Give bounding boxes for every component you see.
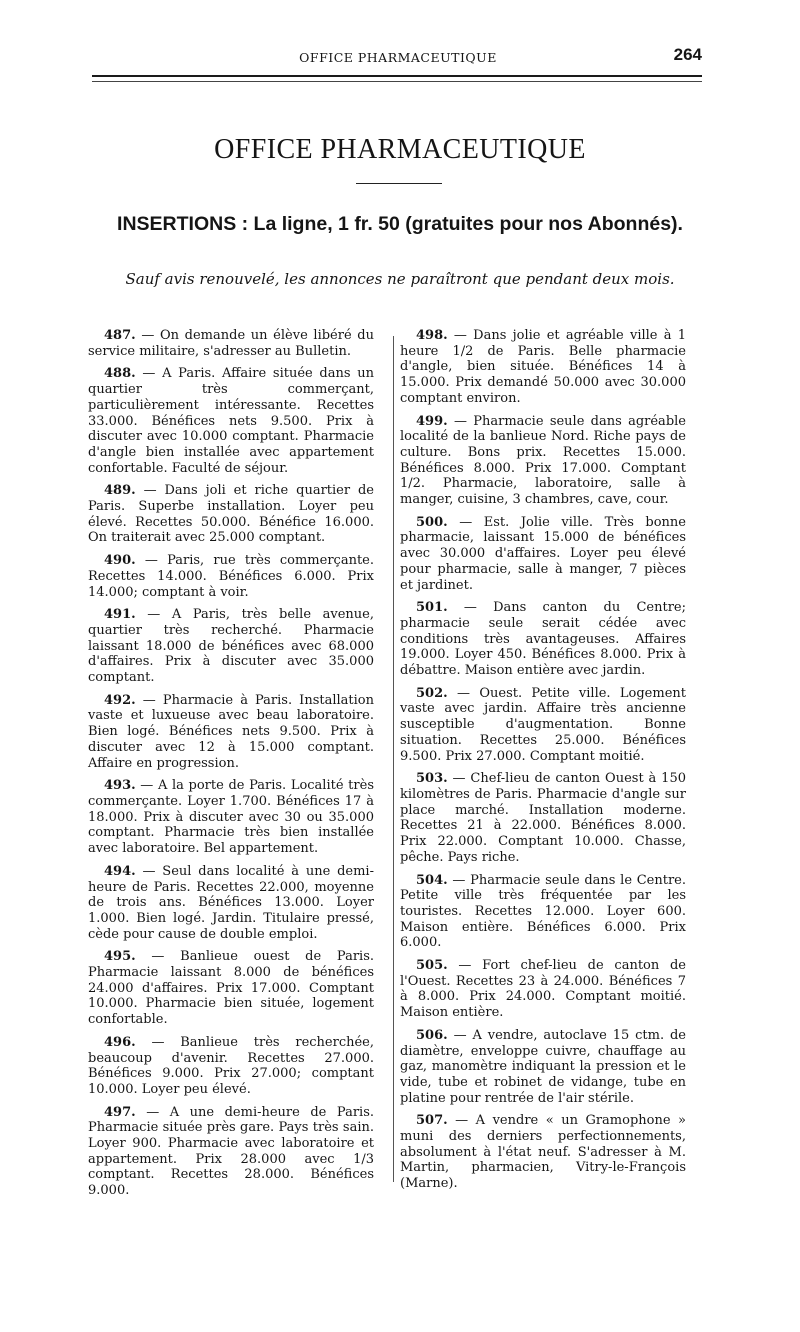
classified-ad xyxy=(400,873,686,952)
classified-ad xyxy=(88,553,374,600)
running-title: OFFICE PHARMACEUTIQUE xyxy=(299,50,497,65)
ad-text: — On demande un élève libéré du service militaire, s'adresser au Bulletin. xyxy=(88,328,374,359)
classified-ad xyxy=(88,864,374,943)
ad-number: 507. xyxy=(416,1113,448,1129)
ad-text: — Dans canton du Centre; pharmacie seule serait cédée avec conditions très avantageuses. Affaires 19.000. Loyer 450. Bénéfices 8.000. Prix à débattre. Maison entière avec jardin. xyxy=(400,600,686,679)
page-number: 264 xyxy=(673,45,702,64)
ad-text: — Pharmacie seule dans agréable localité de la banlieue Nord. Riche pays de culture. Bons prix. Recettes 15.000. Bénéfices 8.000. Prix 17.000. Comptant 1/2. Pharmacie, laboratoire, salle à manger, cuisine, 3 chambres, cave, cour. xyxy=(400,413,686,508)
classified-ad xyxy=(88,366,374,476)
ad-number: 493. xyxy=(104,778,136,794)
ad-text: — Banlieue très recherchée, beaucoup d'avenir. Recettes 27.000. Bénéfices 9.000. Prix 27.000; comptant 10.000. Loyer peu élevé. xyxy=(88,1034,374,1097)
ad-number: 501. xyxy=(416,600,448,616)
ad-number: 498. xyxy=(416,328,448,343)
ad-number: 496. xyxy=(104,1034,136,1050)
ad-number: 500. xyxy=(416,514,448,530)
page-title: OFFICE PHARMACEUTIQUE xyxy=(214,134,586,165)
ad-text: — Banlieue ouest de Paris. Pharmacie laissant 8.000 de bénéfices 24.000 d'affaires. Prix 17.000. Comptant 10.000. Pharmacie bien située, logement confortable. xyxy=(88,949,374,1028)
classified-ad xyxy=(400,515,686,594)
ad-text: — Dans joli et riche quartier de Paris. Superbe installation. Loyer peu élevé. Recettes 50.000. Bénéfice 16.000. On traiterait avec 25.000 comptant. xyxy=(88,483,374,546)
ad-number: 506. xyxy=(416,1027,448,1043)
ad-text: — A vendre « un Gramophone » muni des derniers perfectionnements, absolument à l'état neuf. S'adresser à M. Martin, pharmacien, Vitry-le-François (Marne). xyxy=(400,1113,686,1192)
ad-number: 495. xyxy=(104,949,136,965)
right-column xyxy=(400,328,686,1199)
ad-number: 487. xyxy=(104,328,136,343)
notice: Sauf avis renouvelé, les annonces ne paraîtront que pendant deux mois. xyxy=(125,270,675,288)
classified-ad xyxy=(400,686,686,765)
ad-text: — Dans jolie et agréable ville à 1 heure 1/2 de Paris. Belle pharmacie d'angle, bien située. Bénéfices 14 à 15.000. Prix demandé 50.000 avec 30.000 comptant environ. xyxy=(400,328,686,406)
ad-number: 503. xyxy=(416,771,448,787)
classified-ad xyxy=(400,1113,686,1192)
ad-text: — Paris, rue très commerçante. Recettes 14.000. Bénéfices 6.000. Prix 14.000; comptant à voir. xyxy=(88,553,374,600)
ad-number: 488. xyxy=(104,366,136,382)
ad-text: — A la porte de Paris. Localité très commerçante. Loyer 1.700. Bénéfices 17 à 18.000. Prix à discuter avec 30 ou 35.000 comptant. Pharmacie très bien installée avec laboratoire. Bel appartement. xyxy=(88,778,374,857)
classified-ad xyxy=(88,1035,374,1098)
ad-text: — Fort chef-lieu de canton de l'Ouest. Recettes 23 à 24.000. Bénéfices 7 à 8.000. Prix 24.000. Comptant moitié. Maison entière. xyxy=(400,958,686,1021)
ad-text: — A Paris. Affaire située dans un quartier très commerçant, particulièrement intéressante. Recettes 33.000. Bénéfices nets 9.500. Prix à discuter avec 10.000 comptant. Pharmacie d'angle bien installée avec appartement confortable. Faculté de séjour. xyxy=(88,366,374,476)
classified-ad xyxy=(88,949,374,1028)
ad-text: — Seul dans localité à une demi-heure de Paris. Recettes 22.000, moyenne de trois ans. Bénéfices 13.000. Loyer 1.000. Bien logé. Jardin. Titulaire pressé, cède pour cause de double emploi. xyxy=(88,863,374,942)
column-divider xyxy=(393,336,394,1182)
classified-ad xyxy=(400,414,686,508)
ad-number: 494. xyxy=(104,863,136,879)
ad-text: — Est. Jolie ville. Très bonne pharmacie, laissant 15.000 de bénéfices avec 30.000 d'affaires. Loyer peu élevé pour pharmacie, salle à manger, 7 pièces et jardinet. xyxy=(400,514,686,593)
classified-ad xyxy=(88,778,374,857)
header-rule-thin xyxy=(92,81,702,82)
ad-text: — Pharmacie à Paris. Installation vaste et luxueuse avec beau laboratoire. Bien logé. Bénéfices nets 9.500. Prix à discuter avec 12 à 15.000 comptant. Affaire en progression. xyxy=(88,692,374,771)
ad-number: 491. xyxy=(104,607,136,623)
classified-ad xyxy=(88,328,374,359)
ad-number: 504. xyxy=(416,872,448,888)
ad-number: 505. xyxy=(416,958,448,974)
classified-ad xyxy=(88,607,374,686)
left-column xyxy=(88,328,374,1206)
ad-number: 489. xyxy=(104,483,136,499)
classified-ad xyxy=(88,693,374,772)
classified-ad xyxy=(88,1105,374,1199)
running-header xyxy=(92,44,704,74)
ad-number: 499. xyxy=(416,413,448,429)
classified-ad xyxy=(400,600,686,679)
ad-text: — A une demi-heure de Paris. Pharmacie située près gare. Pays très sain. Loyer 900. Pharmacie avec laboratoire et appartement. Prix 28.000 avec 1/3 comptant. Recettes 28.000. Bénéfices 9.000. xyxy=(88,1104,374,1199)
ad-text: — Ouest. Petite ville. Logement vaste avec jardin. Affaire très ancienne susceptible d'augmentation. Bonne situation. Recettes 25.000. Bénéfices 9.500. Prix 27.000. Comptant moitié. xyxy=(400,685,686,764)
header-rule-thick xyxy=(92,75,702,77)
classified-ad xyxy=(400,958,686,1021)
ad-text: — A Paris, très belle avenue, quartier très recherché. Pharmacie laissant 18.000 de bénéfices avec 68.000 d'affaires. Prix à discuter avec 35.000 comptant. xyxy=(88,607,374,686)
ad-number: 502. xyxy=(416,685,448,701)
ad-number: 497. xyxy=(104,1104,136,1120)
ad-number: 490. xyxy=(104,553,136,569)
ad-text: — Chef-lieu de canton Ouest à 150 kilomètres de Paris. Pharmacie d'angle sur place marché. Installation moderne. Recettes 21 à 22.000. Bénéfices 8.000. Prix 22.000. Comptant 10.000. Chasse, pêche. Pays riche. xyxy=(400,771,686,865)
ad-number: 492. xyxy=(104,692,136,708)
classified-ad xyxy=(400,771,686,865)
classified-ad xyxy=(400,328,686,407)
classified-ad xyxy=(400,1028,686,1107)
title-rule xyxy=(356,183,442,184)
classified-ad xyxy=(88,483,374,546)
ad-text: — A vendre, autoclave 15 ctm. de diamètre, enveloppe cuivre, chauffage au gaz, manomètre indiquant la pression et le vide, tube et robinet de vidange, tube en platine pour rentrée de l'air stérile. xyxy=(400,1027,686,1106)
ad-text: — Pharmacie seule dans le Centre. Petite ville très fréquentée par les touristes. Recettes 12.000. Loyer 600. Maison entière. Bénéfices 6.000. Prix 6.000. xyxy=(400,872,686,951)
insertions-rate: INSERTIONS : La ligne, 1 fr. 50 (gratuites pour nos Abonnés). xyxy=(117,213,683,235)
